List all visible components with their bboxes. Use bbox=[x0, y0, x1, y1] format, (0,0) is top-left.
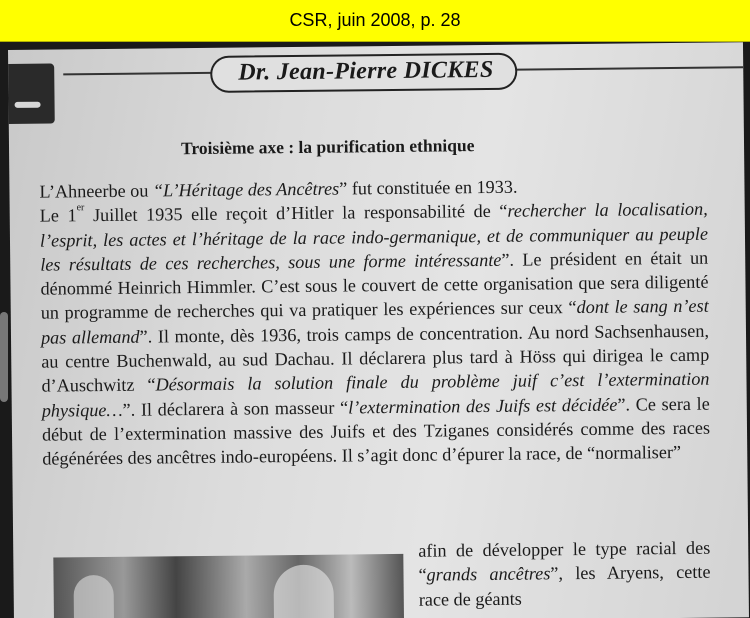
archive-photo bbox=[53, 554, 404, 618]
text-run-italic: l’extermination des Juifs est décidée bbox=[348, 394, 618, 418]
text-run: ”, les Aryens, cette race de géants bbox=[418, 561, 711, 610]
text-run: ” fut constituée en 1933. bbox=[339, 176, 518, 199]
page-corner-graphic bbox=[8, 64, 55, 124]
text-run: ”. Il monte, dès 1936, trois camps de concentration. Au nord Sachsenhausen, au centre Buchenwald, au sud Dachau. Il déclarera plus tard à Höss qui dirigea le camp d’Auschwitz “ bbox=[41, 320, 710, 397]
superscript: er bbox=[76, 202, 85, 214]
text-run: Juillet 1935 elle reçoit d’Hitler la responsabilité de “ bbox=[84, 201, 508, 226]
author-header bbox=[210, 53, 518, 93]
text-run: ”. Ce sera le début de l’extermination massive des Juifs et des Tziganes considérés comme des races dégénérées des ancêtres indo-européens. Il s’agit donc d’épurer la race, de “normaliser” bbox=[41, 393, 711, 469]
text-run-italic: rechercher la localisation, l’esprit, les actes et l’héritage de la race indo-germanique, et de communiquer au peuple les résultats de ces recherches, sous une forme intéressante bbox=[39, 198, 709, 275]
caption-banner bbox=[0, 0, 750, 42]
side-column-text bbox=[418, 536, 711, 612]
text-run-italic: grands ancêtres bbox=[426, 563, 551, 585]
binder-edge bbox=[0, 312, 8, 402]
text-run-italic: dont le sang n’est pas allemand bbox=[40, 296, 709, 348]
side-paragraph bbox=[418, 536, 711, 612]
text-run: ”. Il déclarera à son masseur “ bbox=[122, 397, 349, 420]
text-run: L’Ahneerbe ou bbox=[39, 180, 154, 202]
caption-text: CSR, juin 2008, p. 28 bbox=[289, 10, 461, 30]
document-photo bbox=[0, 42, 750, 618]
text-run: afin de développer le type racial des “ bbox=[418, 537, 711, 586]
text-run-italic: “L’Héritage des Ancêtres bbox=[152, 178, 340, 201]
magazine-page bbox=[8, 42, 749, 618]
text-run: Le 1 bbox=[39, 205, 77, 226]
text-run: ”. Le président en était un dénommé Heinrich Himmler. C’est sous le couvert de cette organisation que sera diligenté un programme de recherches qui va pratiquer les expériences sur ceux “ bbox=[40, 247, 709, 324]
paragraph-2 bbox=[40, 197, 711, 471]
section-title: Troisième axe : la purification ethnique bbox=[180, 135, 475, 159]
article-body bbox=[39, 173, 710, 472]
text-run-italic: Désormais la solution finale du problème juif c’est l’extermination physique… bbox=[41, 369, 710, 421]
author-name: Dr. Jean-Pierre DICKES bbox=[238, 56, 494, 86]
